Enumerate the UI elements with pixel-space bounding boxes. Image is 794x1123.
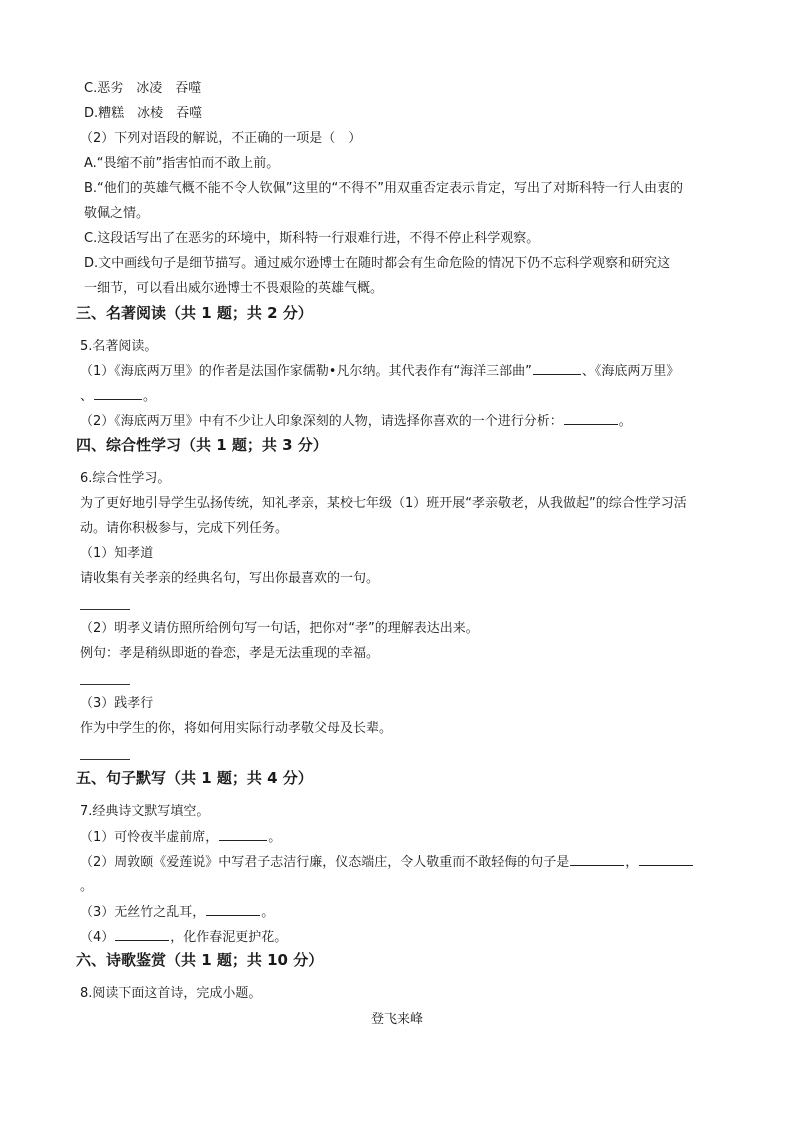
q7-line-4-pre: （4） — [80, 930, 115, 945]
section-4-heading: 四、综合性学习（共 1 题；共 3 分） — [76, 436, 328, 454]
q7-line-2b: 。 — [80, 879, 94, 894]
question-7-title: 7.经典诗文默写填空。 — [80, 804, 210, 819]
q6-task-2-title: （2）明孝义请仿照所给例句写一句话，把你对“孝”的理解表达出来。 — [80, 621, 479, 636]
question-6-title: 6.综合性学习。 — [80, 471, 171, 486]
poem-title: 登飞来峰 — [370, 1012, 423, 1027]
answer-line[interactable] — [80, 758, 130, 760]
sub-option-d-line1: D.文中画线句子是细节描写。通过威尔逊博士在随时都会有生命危险的情况下仍不忘科学观察和研究这 — [84, 256, 671, 271]
q5-line-1b-pre: 、 — [80, 389, 94, 404]
q7-line-2-mid: ， — [625, 855, 639, 870]
section-6-heading: 六、诗歌鉴赏（共 1 题；共 10 分） — [76, 951, 324, 969]
sub-option-b-line1: B.“他们的英雄气概不能不令人钦佩”这里的“不得不”用双重否定表示肯定，写出了对斯科特一行人由衷的 — [84, 181, 683, 196]
answer-blank[interactable] — [115, 928, 169, 941]
q7-line-4-post: ，化作春泥更护花。 — [170, 930, 288, 945]
sub-option-a: A.“畏缩不前”指害怕而不敢上前。 — [84, 156, 280, 171]
sub-option-b-line2: 敬佩之情。 — [84, 206, 150, 221]
q5-line-2 — [80, 412, 632, 431]
q7-line-1 — [80, 828, 281, 847]
answer-blank[interactable] — [564, 412, 618, 425]
q6-intro-line1: 为了更好地引导学生弘扬传统，知礼孝亲，某校七年级（1）班开展“孝亲敬老，从我做起”的综合性学习活 — [80, 496, 687, 511]
answer-line[interactable] — [80, 683, 130, 685]
q5-line-1-mid: 、《海底两万里》 — [581, 364, 680, 379]
q7-line-3 — [80, 903, 274, 922]
q5-line-2-text: （2）《海底两万里》中有不少让人印象深刻的人物，请选择你喜欢的一个进行分析： — [80, 414, 563, 429]
answer-blank[interactable] — [206, 903, 260, 916]
q7-line-1-pre: （1）可怜夜半虚前席， — [80, 830, 219, 845]
q6-task-1-title: （1）知孝道 — [80, 546, 154, 561]
q7-line-3-pre: （3）无丝竹之乱耳， — [80, 905, 206, 920]
q5-line-1 — [80, 362, 679, 381]
q6-task-3-title: （3）践孝行 — [80, 696, 154, 711]
question-8-title: 8.阅读下面这首诗，完成小题。 — [80, 986, 262, 1001]
q5-line-1-text: （1）《海底两万里》的作者是法国作家儒勒•凡尔纳。其代表作有“海洋三部曲” — [80, 364, 532, 379]
answer-blank[interactable] — [570, 853, 624, 866]
section-5-heading: 五、句子默写（共 1 题；共 4 分） — [76, 769, 313, 787]
q7-line-1-post: 。 — [268, 830, 282, 845]
answer-line[interactable] — [80, 608, 130, 610]
q7-line-2 — [80, 853, 694, 872]
sub-option-c: C.这段话写出了在恶劣的环境中，斯科特一行艰难行进，不得不停止科学观察。 — [84, 231, 540, 246]
answer-blank[interactable] — [639, 853, 693, 866]
q6-intro-line2: 动。请你积极参与，完成下列任务。 — [80, 521, 289, 536]
q7-line-2-pre: （2）周敦颐《爱莲说》中写君子志洁行廉，仪态端庄，令人敬重而不敢轻侮的句子是 — [80, 855, 570, 870]
answer-blank[interactable] — [533, 362, 581, 375]
option-d: D.糟糕 冰棱 吞噬 — [84, 106, 203, 121]
q6-task-2-example: 例句：孝是稍纵即逝的眷恋，孝是无法重现的幸福。 — [80, 646, 380, 661]
sub-option-d-line2: 一细节，可以看出威尔逊博士不畏艰险的英雄气概。 — [84, 281, 384, 296]
q5-line-2-post: 。 — [618, 414, 632, 429]
q6-task-3-text: 作为中学生的你，将如何用实际行动孝敬父母及长辈。 — [80, 721, 393, 736]
sub-question-2-stem: （2）下列对语段的解说，不正确的一项是（ ） — [80, 131, 362, 146]
section-3-heading: 三、名著阅读（共 1 题；共 2 分） — [76, 304, 313, 322]
q5-line-1b — [80, 387, 156, 406]
answer-blank[interactable] — [219, 828, 267, 841]
answer-blank[interactable] — [94, 387, 142, 400]
q7-line-4 — [80, 928, 287, 947]
q5-line-1b-post: 。 — [143, 389, 157, 404]
q7-line-3-post: 。 — [261, 905, 275, 920]
question-5-title: 5.名著阅读。 — [80, 339, 158, 354]
q6-task-1-text: 请收集有关孝亲的经典名句，写出你最喜欢的一句。 — [80, 571, 380, 586]
option-c: C.恶劣 冰凌 吞噬 — [84, 81, 202, 96]
